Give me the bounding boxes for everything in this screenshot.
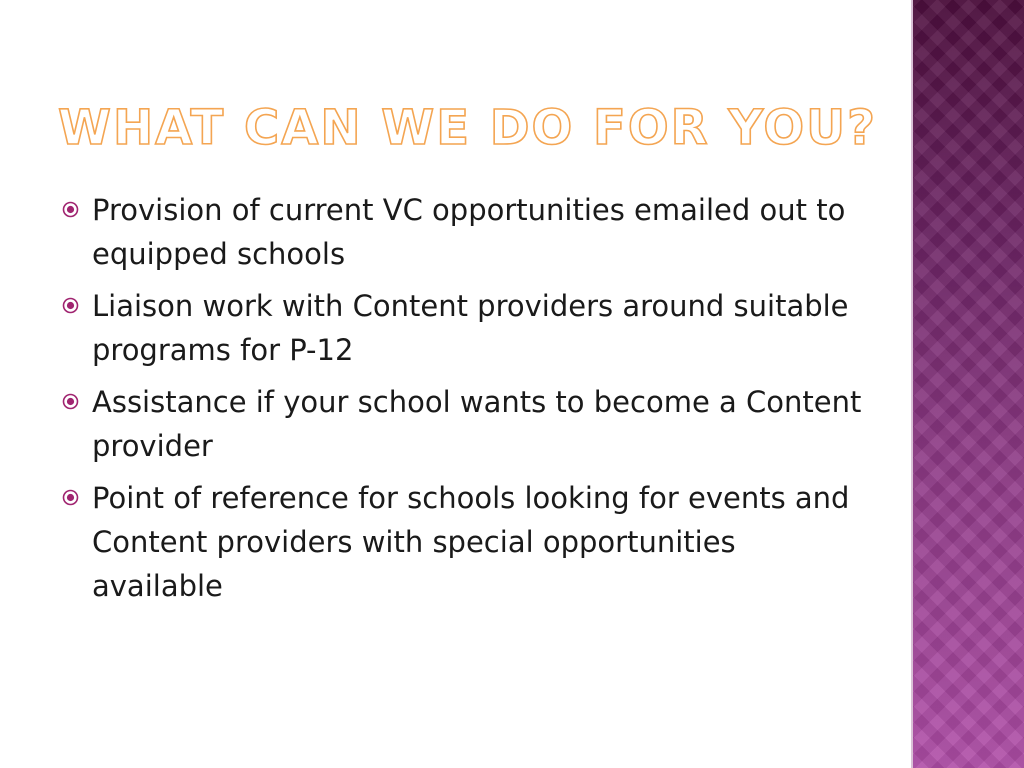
bullet-item: [62, 188, 862, 276]
circled-dot-bullet-icon: [62, 476, 92, 506]
bullet-text: Provision of current VC opportunities emailed out to equipped schools: [92, 193, 846, 271]
bullet-text: Point of reference for schools looking for events and Content providers with special opportunities available: [92, 481, 850, 603]
circled-dot-bullet-icon: [62, 284, 92, 314]
bullet-item: [62, 284, 862, 372]
slide-title: WHAT CAN WE DO FOR YOU?: [58, 100, 877, 156]
bullet-text: Liaison work with Content providers around suitable programs for P-12: [92, 289, 849, 367]
circled-dot-bullet-icon: [62, 380, 92, 410]
bullet-item: [62, 476, 862, 608]
bullet-text: Assistance if your school wants to become a Content provider: [92, 385, 862, 463]
circled-dot-bullet-icon: [62, 188, 92, 218]
decorative-side-bar: [913, 0, 1024, 768]
bullet-item: [62, 380, 862, 468]
bullet-list: [62, 188, 862, 616]
